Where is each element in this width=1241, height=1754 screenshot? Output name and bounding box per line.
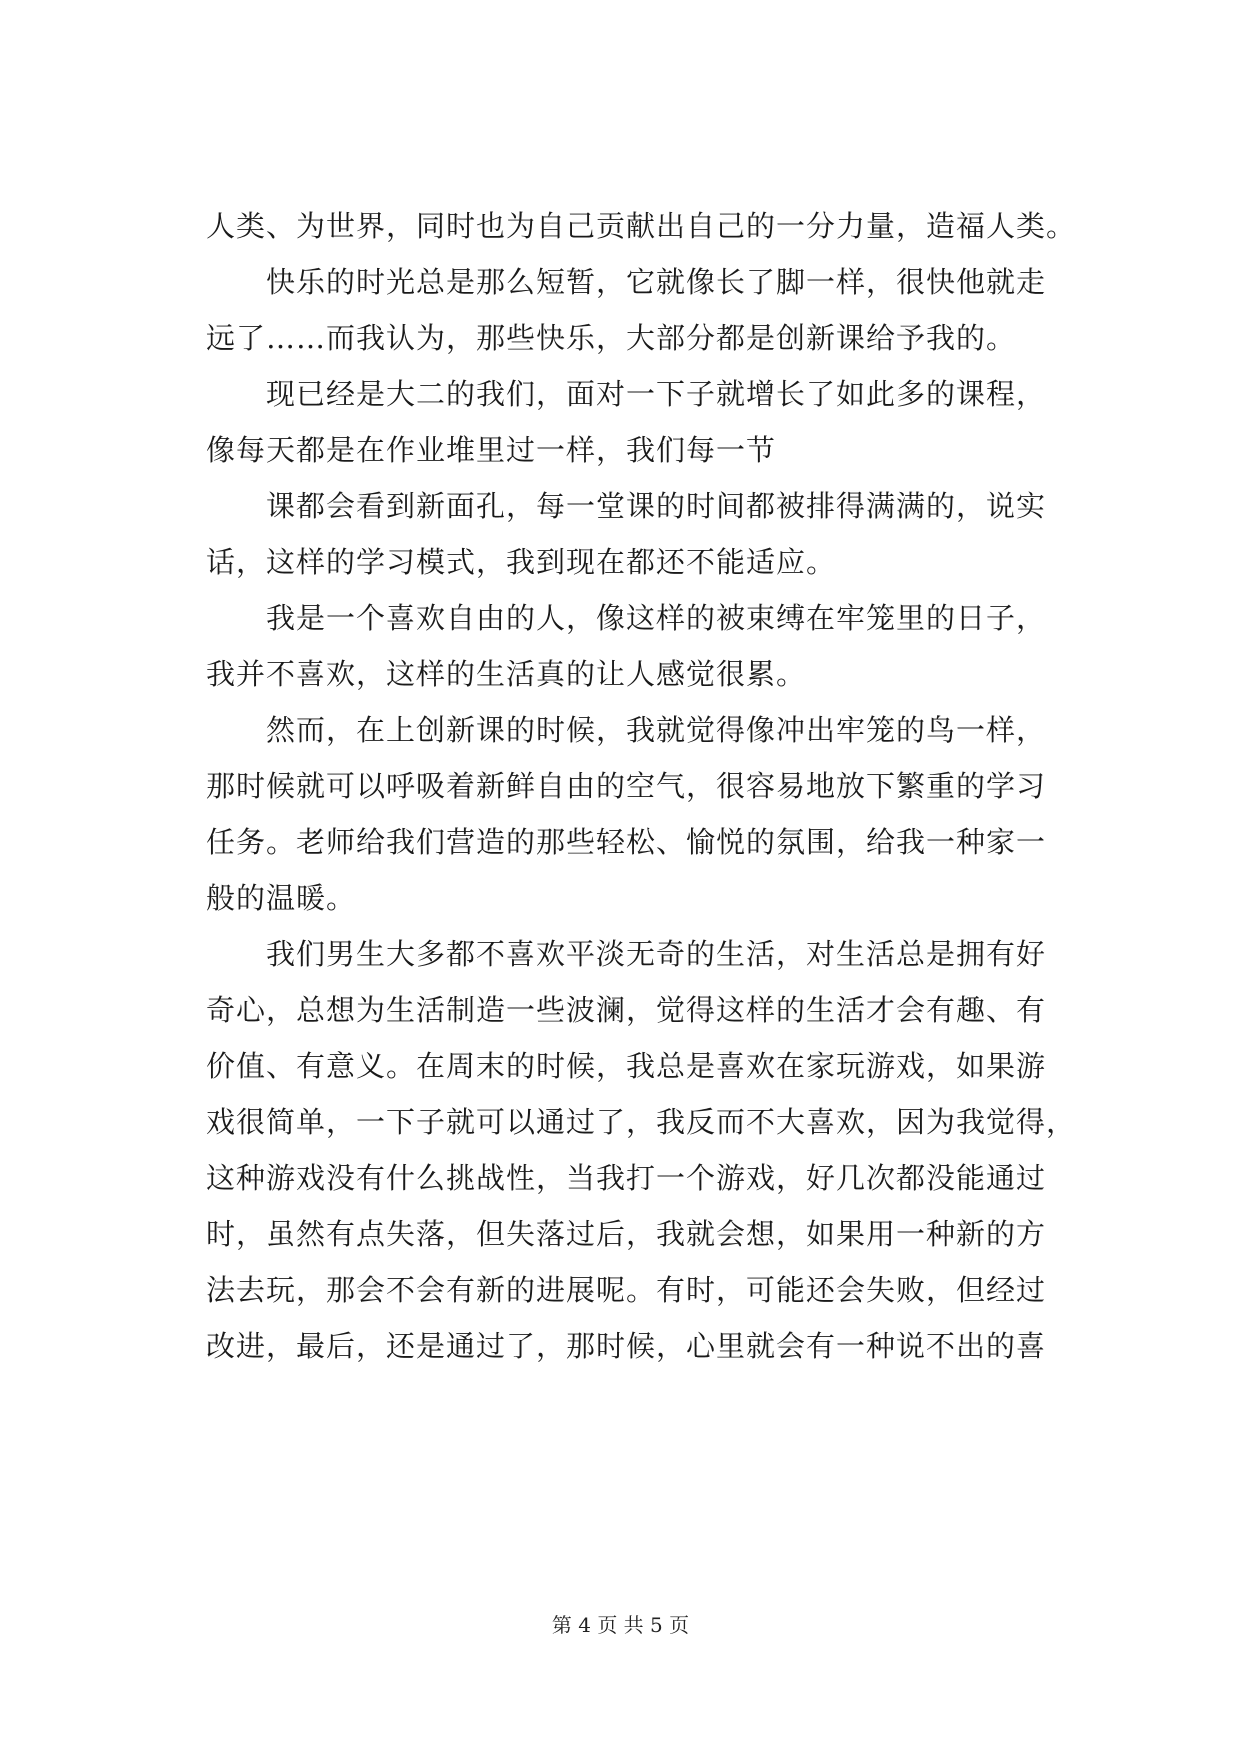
text-line: 像每天都是在作业堆里过一样，我们每一节 — [206, 433, 777, 467]
text-line: 戏很简单，一下子就可以通过了，我反而不大喜欢，因为我觉得， — [206, 1105, 1077, 1139]
body-text — [206, 198, 1076, 1374]
text-line: 时，虽然有点失落，但失落过后，我就会想，如果用一种新的方 — [206, 1217, 1047, 1251]
text-line: 那时候就可以呼吸着新鲜自由的空气，很容易地放下繁重的学习 — [206, 769, 1047, 803]
text-line: 我并不喜欢，这样的生活真的让人感觉很累。 — [206, 657, 807, 691]
text-line: 这种游戏没有什么挑战性，当我打一个游戏，好几次都没能通过 — [206, 1161, 1047, 1195]
text-line: 我是一个喜欢自由的人，像这样的被束缚在牢笼里的日子， — [266, 601, 1047, 635]
text-line: 奇心，总想为生活制造一些波澜，觉得这样的生活才会有趣、有 — [206, 993, 1047, 1027]
text-line: 快乐的时光总是那么短暂，它就像长了脚一样，很快他就走 — [266, 265, 1047, 299]
text-line: 价值、有意义。在周末的时候，我总是喜欢在家玩游戏，如果游 — [206, 1049, 1047, 1083]
text-line: 法去玩，那会不会有新的进展呢。有时，可能还会失败，但经过 — [206, 1273, 1047, 1307]
text-line: 改进，最后，还是通过了，那时候，心里就会有一种说不出的喜 — [206, 1329, 1047, 1363]
text-line: 远了……而我认为，那些快乐，大部分都是创新课给予我的。 — [206, 321, 1017, 355]
text-line: 话，这样的学习模式，我到现在都还不能适应。 — [206, 545, 837, 579]
text-line: 现已经是大二的我们，面对一下子就增长了如此多的课程， — [266, 377, 1047, 411]
page-footer — [0, 1610, 1241, 1640]
text-line: 我们男生大多都不喜欢平淡无奇的生活，对生活总是拥有好 — [266, 937, 1047, 971]
text-line: 人类、为世界，同时也为自己贡献出自己的一分力量，造福人类。 — [206, 209, 1077, 243]
text-line: 般的温暖。 — [206, 881, 357, 915]
page-number: 第 4 页 共 5 页 — [551, 1613, 690, 1637]
text-line: 然而，在上创新课的时候，我就觉得像冲出牢笼的鸟一样， — [266, 713, 1047, 747]
text-line: 课都会看到新面孔，每一堂课的时间都被排得满满的，说实 — [266, 489, 1047, 523]
text-line: 任务。老师给我们营造的那些轻松、愉悦的氛围，给我一种家一 — [206, 825, 1047, 859]
